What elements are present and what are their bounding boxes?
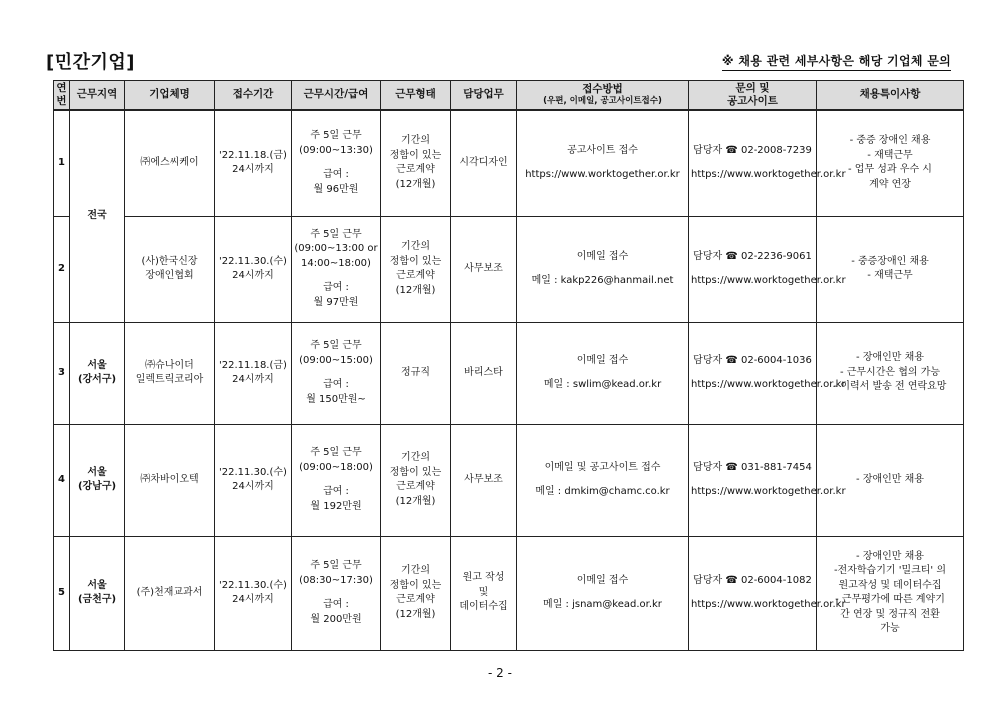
header-hours: 근무시간/급여 (292, 81, 381, 111)
application-period: '22.11.30.(수) 24시까지 (215, 424, 292, 536)
header-contact: 문의 및 공고사이트 (689, 81, 817, 111)
work-hours-pay: 주 5일 근무 (09:00~15:00) 급여 : 월 150만원~ (292, 322, 381, 424)
contact-info: 담당자 ☎ 02-6004-1082 https://www.worktogether.or.kr (689, 536, 817, 650)
region-cell: 서울 (강남구) (70, 424, 125, 536)
duty: 사무보조 (451, 424, 517, 536)
inquiry-notice: ※ 채용 관련 세부사항은 해당 기업체 문의 (722, 52, 951, 71)
section-title: [민간기업] (46, 52, 136, 73)
work-hours-pay: 주 5일 근무 (09:00~13:00 or 14:00~18:00) 급여 : 월 97만원 (292, 216, 381, 322)
employment-type: 기간의 정함이 있는 근로계약 (12개월) (381, 536, 451, 650)
header-region: 근무지역 (70, 81, 125, 111)
row-number: 3 (54, 322, 70, 424)
region-cell: 서울 (강서구) (70, 322, 125, 424)
table-row (54, 216, 964, 322)
region-cell: 서울 (금천구) (70, 536, 125, 650)
row-number: 5 (54, 536, 70, 650)
work-hours-pay: 주 5일 근무 (09:00~18:00) 급여 : 월 192만원 (292, 424, 381, 536)
duty: 시각디자인 (451, 110, 517, 216)
application-method: 이메일 접수 메일 : kakp226@hanmail.net (517, 216, 689, 322)
hiring-notes: - 중증 장애인 채용 - 재택근무 - 업무 성과 우수 시 계약 연장 (817, 110, 964, 216)
application-method: 이메일 접수 메일 : swlim@kead.or.kr (517, 322, 689, 424)
header-no: 연 번 (54, 81, 70, 111)
hiring-notes: - 장애인만 채용 (817, 424, 964, 536)
employment-type: 기간의 정함이 있는 근로계약 (12개월) (381, 110, 451, 216)
job-listing-table (53, 80, 964, 651)
header-method: 접수방법 (우편, 이메일, 공고사이트접수) (517, 81, 689, 111)
hiring-notes: - 장애인만 채용 -전자학습기기 '밀크티' 의 원고작성 및 데이터수집 - 근무평가에 따른 계약기 간 연장 및 정규직 전환 가능 (817, 536, 964, 650)
header-company: 기업체명 (125, 81, 215, 111)
company-name: ㈜슈나이더 일렉트릭코리아 (125, 322, 215, 424)
company-name: ㈜에스씨케이 (125, 110, 215, 216)
application-method: 이메일 및 공고사이트 접수 메일 : dmkim@chamc.co.kr (517, 424, 689, 536)
employment-type: 정규직 (381, 322, 451, 424)
header-duty: 담당업무 (451, 81, 517, 111)
application-method: 공고사이트 접수 https://www.worktogether.or.kr (517, 110, 689, 216)
region-cell: 전국 (70, 110, 125, 322)
duty: 사무보조 (451, 216, 517, 322)
contact-info: 담당자 ☎ 02-2008-7239 https://www.worktogether.or.kr (689, 110, 817, 216)
header-notes: 채용특이사항 (817, 81, 964, 111)
employment-type: 기간의 정함이 있는 근로계약 (12개월) (381, 424, 451, 536)
hiring-notes: - 장애인만 채용 - 근무시간은 협의 가능 - 이력서 발송 전 연락요망 (817, 322, 964, 424)
application-period: '22.11.30.(수) 24시까지 (215, 536, 292, 650)
row-number: 2 (54, 216, 70, 322)
application-period: '22.11.18.(금) 24시까지 (215, 110, 292, 216)
employment-type: 기간의 정함이 있는 근로계약 (12개월) (381, 216, 451, 322)
table-row (54, 110, 964, 216)
duty: 바리스타 (451, 322, 517, 424)
application-method: 이메일 접수 메일 : jsnam@kead.or.kr (517, 536, 689, 650)
company-name: (주)천재교과서 (125, 536, 215, 650)
work-hours-pay: 주 5일 근무 (08:30~17:30) 급여 : 월 200만원 (292, 536, 381, 650)
application-period: '22.11.18.(금) 24시까지 (215, 322, 292, 424)
hiring-notes: - 중증장애인 채용 - 재택근무 (817, 216, 964, 322)
page-number: - 2 - (488, 666, 512, 680)
application-period: '22.11.30.(수) 24시까지 (215, 216, 292, 322)
duty: 원고 작성 및 데이터수집 (451, 536, 517, 650)
table-header-row (54, 81, 964, 111)
header-period: 접수기간 (215, 81, 292, 111)
company-name: (사)한국신장 장애인협회 (125, 216, 215, 322)
company-name: ㈜차바이오텍 (125, 424, 215, 536)
work-hours-pay: 주 5일 근무 (09:00~13:30) 급여 : 월 96만원 (292, 110, 381, 216)
row-number: 1 (54, 110, 70, 216)
table-row (54, 536, 964, 650)
contact-info: 담당자 ☎ 02-2236-9061 https://www.worktogether.or.kr (689, 216, 817, 322)
row-number: 4 (54, 424, 70, 536)
contact-info: 담당자 ☎ 02-6004-1036 https://www.worktogether.or.kr (689, 322, 817, 424)
table-row (54, 424, 964, 536)
contact-info: 담당자 ☎ 031-881-7454 https://www.worktogether.or.kr (689, 424, 817, 536)
header-type: 근무형태 (381, 81, 451, 111)
table-row (54, 322, 964, 424)
